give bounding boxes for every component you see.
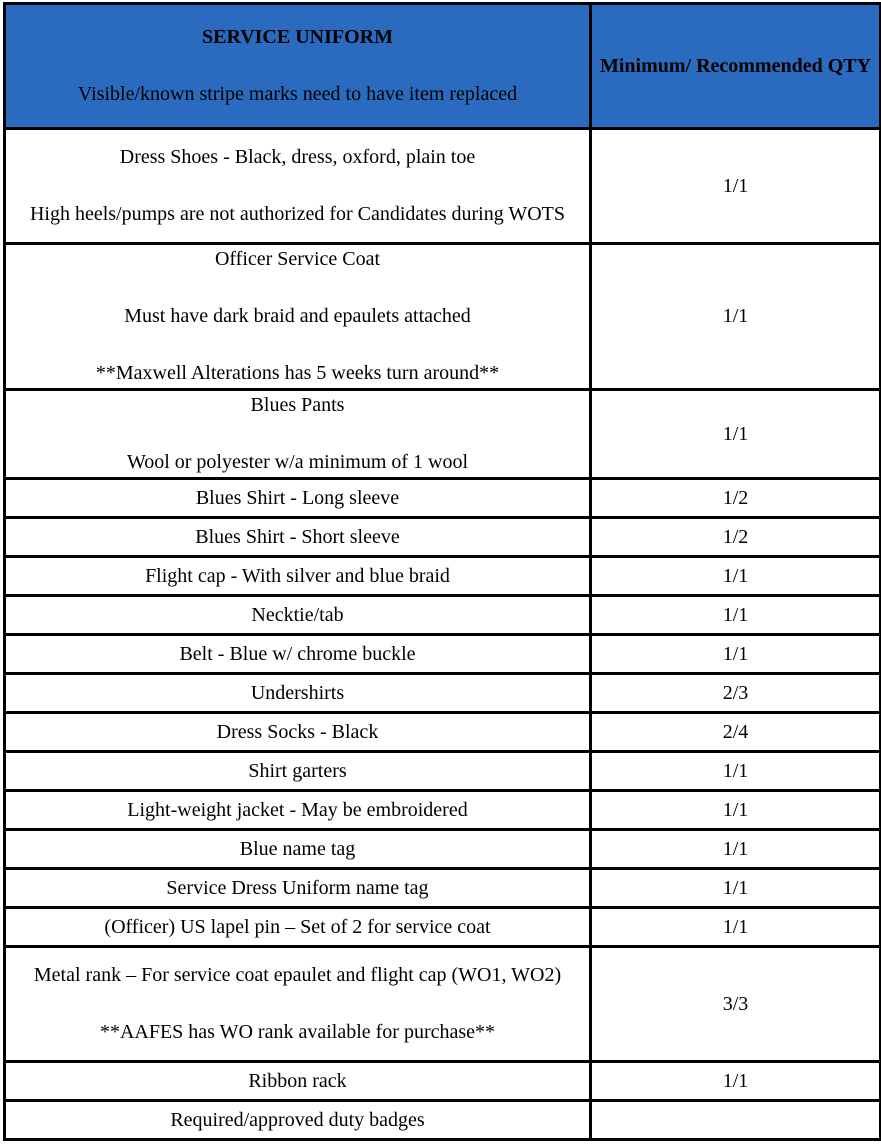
- qty-cell: 1/1: [591, 752, 881, 791]
- header-item-cell: [5, 4, 591, 129]
- table-row: [5, 129, 881, 244]
- item-note: **Maxwell Alterations has 5 weeks turn around**: [95, 362, 500, 384]
- header-qty-cell: [591, 4, 881, 129]
- table-row: [5, 791, 881, 830]
- item-cell: [5, 830, 591, 869]
- item-spacer: [9, 420, 586, 448]
- qty-header: Minimum/ Recommended QTY: [599, 54, 872, 77]
- item-name: Ribbon rack: [248, 1069, 347, 1092]
- table-header-row: [5, 4, 881, 129]
- table-row: [5, 1062, 881, 1101]
- table-row: [5, 390, 881, 479]
- service-uniform-table: [3, 2, 881, 1141]
- item-cell: [5, 674, 591, 713]
- header-title: SERVICE UNIFORM: [202, 26, 393, 48]
- item-name: Blues Pants: [250, 394, 345, 416]
- item-cell: [5, 791, 591, 830]
- item-name: Metal rank – For service coat epaulet and flight cap (WO1, WO2): [33, 964, 562, 986]
- table-row: [5, 479, 881, 518]
- table-row: [5, 1101, 881, 1140]
- item-note: Must have dark braid and epaulets attached: [124, 305, 471, 327]
- qty-cell: 1/1: [591, 830, 881, 869]
- item-name: Service Dress Uniform name tag: [166, 876, 429, 899]
- table-row: [5, 713, 881, 752]
- item-cell: [5, 713, 591, 752]
- header-subtitle: Visible/known stripe marks need to have item replaced: [77, 83, 518, 105]
- qty-cell: 1/1: [591, 390, 881, 479]
- qty-cell: 1/1: [591, 129, 881, 244]
- item-cell: [5, 129, 591, 244]
- qty-cell: 1/2: [591, 518, 881, 557]
- item-name: Dress Socks - Black: [216, 720, 379, 743]
- item-name: Flight cap - With silver and blue braid: [145, 564, 450, 587]
- item-spacer: [9, 331, 586, 359]
- qty-cell: 1/2: [591, 479, 881, 518]
- table-row: [5, 947, 881, 1062]
- item-note: Wool or polyester w/a minimum of 1 wool: [126, 451, 469, 473]
- item-cell: [5, 1101, 591, 1140]
- item-name: (Officer) US lapel pin – Set of 2 for service coat: [104, 915, 491, 938]
- item-cell: [5, 908, 591, 947]
- item-name: Blues Shirt - Short sleeve: [195, 525, 400, 548]
- qty-cell: 1/1: [591, 869, 881, 908]
- item-cell: [5, 947, 591, 1062]
- item-cell: [5, 390, 591, 479]
- qty-cell: 1/1: [591, 1062, 881, 1101]
- table-row: [5, 244, 881, 390]
- table-row: [5, 596, 881, 635]
- header-spacer: [9, 52, 586, 80]
- table-body: [5, 4, 881, 1140]
- item-name: Light-weight jacket - May be embroidered: [127, 798, 468, 821]
- qty-cell: [591, 1101, 881, 1140]
- item-cell: [5, 518, 591, 557]
- item-spacer: [9, 172, 586, 200]
- qty-cell: 1/1: [591, 635, 881, 674]
- qty-cell: 1/1: [591, 908, 881, 947]
- table-row: [5, 869, 881, 908]
- item-name: Officer Service Coat: [214, 248, 381, 270]
- table-row: [5, 635, 881, 674]
- table-row: [5, 557, 881, 596]
- item-name: Dress Shoes - Black, dress, oxford, plain toe: [119, 146, 476, 168]
- qty-cell: 1/1: [591, 244, 881, 390]
- qty-cell: 2/3: [591, 674, 881, 713]
- qty-cell: 1/1: [591, 557, 881, 596]
- table-row: [5, 752, 881, 791]
- item-cell: [5, 635, 591, 674]
- item-cell: [5, 244, 591, 390]
- item-cell: [5, 596, 591, 635]
- qty-cell: 1/1: [591, 596, 881, 635]
- item-cell: [5, 752, 591, 791]
- qty-cell: 3/3: [591, 947, 881, 1062]
- item-cell: [5, 1062, 591, 1101]
- table-row: [5, 674, 881, 713]
- table-row: [5, 830, 881, 869]
- item-name: Shirt garters: [248, 759, 347, 782]
- item-name: Necktie/tab: [251, 603, 344, 626]
- item-cell: [5, 479, 591, 518]
- item-name: Blues Shirt - Long sleeve: [195, 486, 400, 509]
- item-name: Required/approved duty badges: [170, 1108, 425, 1131]
- item-cell: [5, 557, 591, 596]
- item-name: Belt - Blue w/ chrome buckle: [179, 642, 416, 665]
- item-spacer: [9, 274, 586, 302]
- item-name: Blue name tag: [239, 837, 356, 860]
- item-note: **AAFES has WO rank available for purchase**: [99, 1021, 496, 1043]
- table-row: [5, 908, 881, 947]
- item-cell: [5, 869, 591, 908]
- qty-cell: 2/4: [591, 713, 881, 752]
- table-row: [5, 518, 881, 557]
- item-name: Undershirts: [250, 681, 345, 704]
- item-spacer: [9, 990, 586, 1018]
- item-note: High heels/pumps are not authorized for Candidates during WOTS: [29, 203, 566, 225]
- qty-cell: 1/1: [591, 791, 881, 830]
